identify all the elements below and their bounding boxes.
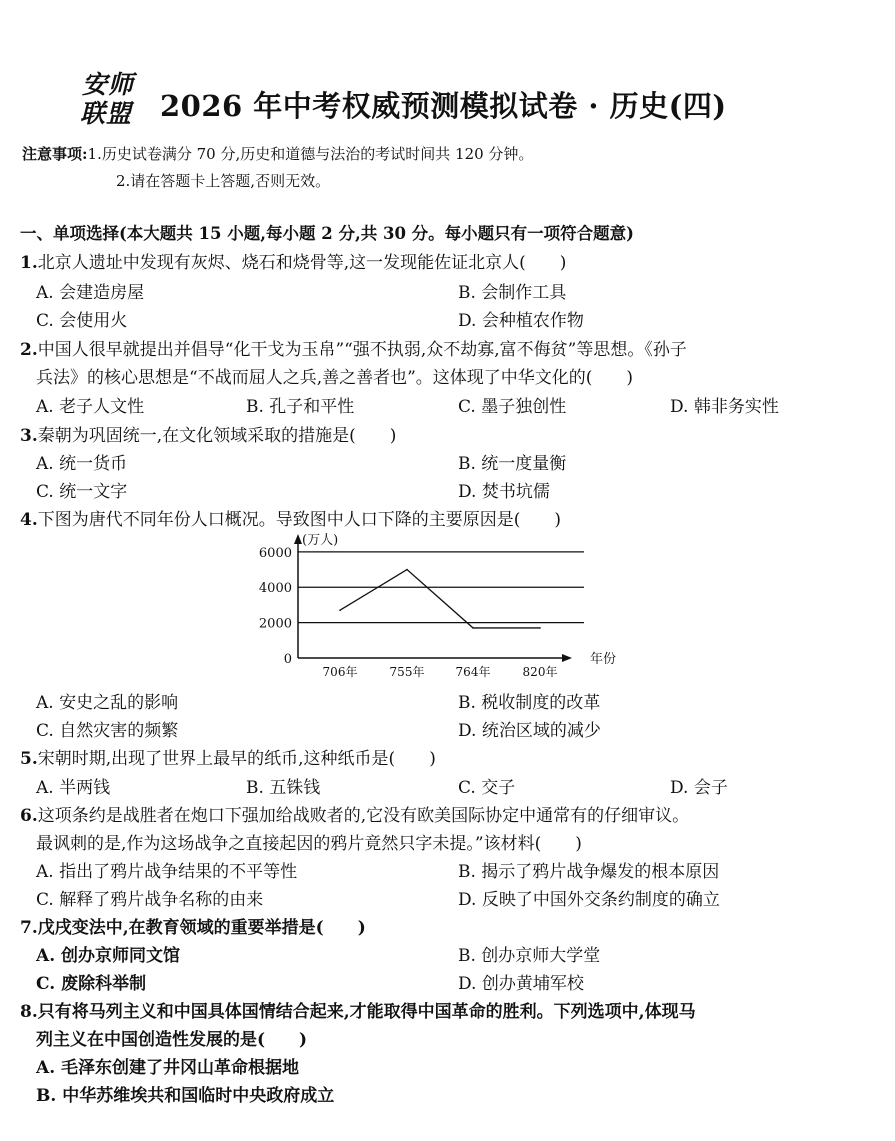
option-6a: A. 指出了鸦片战争结果的不平等性	[36, 862, 298, 882]
y-tick-label: 2000	[258, 616, 292, 632]
option-7d: D. 创办黄埔军校	[458, 974, 584, 994]
question-text: 中国人很早就提出并倡导“化干戈为玉帛”“强不执弱,众不劫寡,富不侮贫”等思想。《孙子	[37, 340, 687, 360]
question-text: 北京人遗址中发现有灰烬、烧石和烧骨等,这一发现能佐证北京人( )	[37, 253, 567, 273]
data-point	[406, 569, 408, 571]
data-point	[339, 609, 341, 611]
question-number: 2.	[20, 340, 38, 360]
question-number: 5.	[20, 749, 38, 769]
question-2-line2: 兵法》的核心思想是“不战而屈人之兵,善之善者也”。这体现了中华文化的( )	[36, 368, 634, 388]
option-3c: C. 统一文字	[36, 482, 128, 502]
question-6-line2: 最讽刺的是,作为这场战争之直接起因的鸦片竟然只字未提。”该材料( )	[36, 834, 582, 854]
question-7	[20, 913, 366, 938]
question-text: 秦朝为巩固统一,在文化领域采取的措施是( )	[37, 426, 397, 446]
y-axis-arrow	[294, 534, 302, 544]
option-7b: B. 创办京师大学堂	[458, 946, 601, 966]
option-8b: B. 中华苏维埃共和国临时中央政府成立	[36, 1086, 335, 1106]
question-3	[20, 421, 396, 446]
publisher-logo	[82, 70, 134, 128]
question-8	[20, 997, 696, 1022]
logo-line2: 联盟	[80, 99, 133, 128]
option-5a: A. 半两钱	[36, 778, 111, 798]
option-5d: D. 会子	[670, 778, 728, 798]
option-1a: A. 会建造房屋	[36, 283, 145, 303]
option-4b: B. 税收制度的改革	[458, 693, 601, 713]
notice-line1	[22, 143, 533, 164]
option-8a: A. 毛泽东创建了井冈山革命根据地	[36, 1058, 300, 1078]
option-3d: D. 焚书坑儒	[458, 482, 550, 502]
data-point	[539, 627, 541, 629]
x-tick-label: 755年	[389, 665, 425, 679]
x-axis-label: 年份	[590, 652, 617, 667]
y-tick-label: 0	[283, 652, 292, 667]
notice-item1: 1.历史试卷满分 70 分,历史和道德与法治的考试时间共 120 分钟。	[87, 145, 534, 163]
notice-item2: 2.请在答题卡上答题,否则无效。	[116, 172, 331, 190]
question-number: 3.	[20, 426, 38, 446]
data-point	[472, 627, 474, 629]
option-4c: C. 自然灾害的频繁	[36, 721, 179, 741]
question-6	[20, 801, 689, 826]
x-axis-arrow	[562, 654, 572, 662]
question-number: 7.	[20, 918, 38, 938]
question-text: 这项条约是战胜者在炮口下强加给战败者的,它没有欧美国际协定中通常有的仔细审议。	[37, 806, 690, 826]
question-text: 戊戌变法中,在教育领域的重要举措是( )	[37, 918, 366, 938]
option-1b: B. 会制作工具	[458, 283, 567, 303]
question-number: 4.	[20, 510, 38, 530]
option-4a: A. 安史之乱的影响	[36, 693, 179, 713]
population-line-chart	[240, 528, 640, 686]
question-4	[20, 505, 561, 530]
option-3b: B. 统一度量衡	[458, 454, 567, 474]
option-6d: D. 反映了中国外交条约制度的确立	[458, 890, 720, 910]
question-text: 只有将马列主义和中国具体国情结合起来,才能取得中国革命的胜利。下列选项中,体现马	[37, 1002, 696, 1022]
section-heading: 一、单项选择(本大题共 15 小题,每小题 2 分,共 30 分。每小题只有一项符合题意)	[20, 224, 634, 243]
x-tick-label: 820年	[522, 665, 558, 679]
option-7a: A. 创办京师同文馆	[36, 946, 181, 966]
option-2b: B. 孔子和平性	[246, 397, 355, 417]
option-5c: C. 交子	[458, 778, 516, 798]
notice-label: 注意事项:	[22, 145, 88, 163]
option-3a: A. 统一货币	[36, 454, 128, 474]
question-number: 8.	[20, 1002, 38, 1022]
question-8-line2: 列主义在中国创造性发展的是( )	[36, 1030, 308, 1050]
page-title: 2026 年中考权威预测模拟试卷 · 历史(四)	[160, 89, 727, 123]
option-2c: C. 墨子独创性	[458, 397, 567, 417]
series-line	[340, 570, 540, 628]
question-5	[20, 744, 436, 769]
logo-line1: 安师	[82, 70, 135, 99]
option-7c: C. 废除科举制	[36, 974, 147, 994]
question-number: 6.	[20, 806, 38, 826]
option-6c: C. 解释了鸦片战争名称的由来	[36, 890, 264, 910]
x-tick-label: 764年	[455, 665, 491, 679]
option-2d: D. 韩非务实性	[670, 397, 779, 417]
y-tick-label: 6000	[258, 545, 292, 561]
question-1	[20, 248, 566, 273]
question-text: 下图为唐代不同年份人口概况。导致图中人口下降的主要原因是( )	[37, 510, 562, 530]
question-2	[20, 335, 687, 360]
option-5b: B. 五铢钱	[246, 778, 321, 798]
option-6b: B. 揭示了鸦片战争爆发的根本原因	[458, 862, 720, 882]
option-1c: C. 会使用火	[36, 311, 128, 331]
x-tick-label: 706年	[322, 665, 358, 679]
option-1d: D. 会种植农作物	[458, 311, 584, 331]
option-2a: A. 老子人文性	[36, 397, 145, 417]
y-tick-label: 4000	[258, 581, 292, 597]
y-axis-label: (万人)	[302, 533, 339, 548]
question-number: 1.	[20, 253, 38, 273]
option-4d: D. 统治区域的减少	[458, 721, 601, 741]
question-text: 宋朝时期,出现了世界上最早的纸币,这种纸币是( )	[37, 749, 436, 769]
